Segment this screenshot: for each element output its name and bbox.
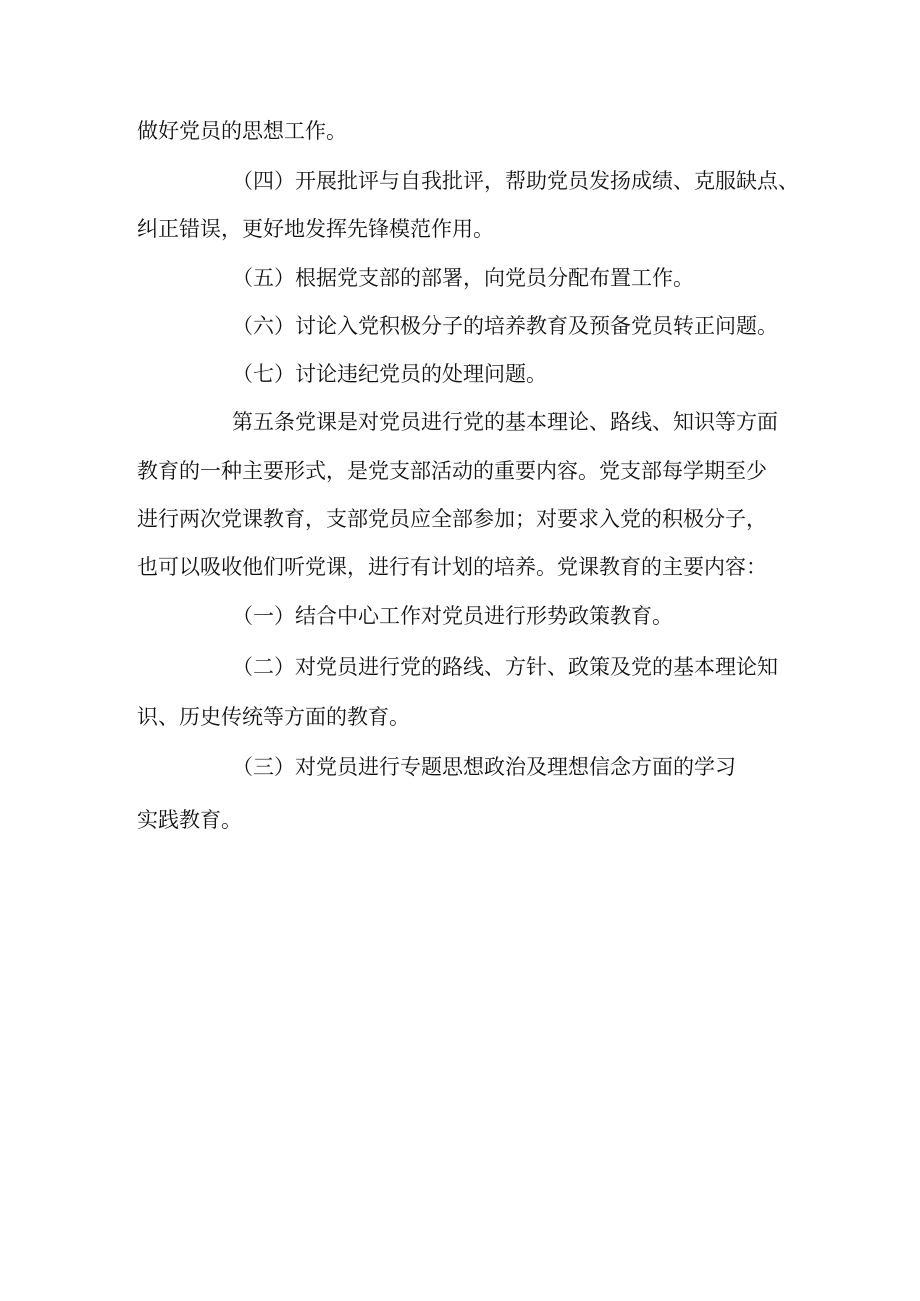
- text-line: （五）根据党支部的部署，向党员分配布置工作。: [232, 266, 694, 290]
- text-line: （四）开展批评与自我批评，帮助党员发扬成绩、克服缺点、: [232, 169, 799, 193]
- text-line: 做好党员的思想工作。: [137, 119, 347, 143]
- text-line: （二）对党员进行党的路线、方针、政策及党的基本理论知: [232, 655, 778, 679]
- text-line: 第五条党课是对党员进行党的基本理论、路线、知识等方面: [232, 410, 778, 434]
- text-line: 识、历史传统等方面的教育。: [137, 705, 410, 729]
- text-line: 进行两次党课教育，支部党员应全部参加；对要求入党的积极分子，: [137, 507, 767, 531]
- text-line: 教育的一种主要形式，是党支部活动的重要内容。党支部每学期至少: [137, 459, 767, 483]
- text-line: （三）对党员进行专题思想政治及理想信念方面的学习: [232, 755, 736, 779]
- text-line: 实践教育。: [137, 808, 242, 832]
- text-line: （一）结合中心工作对党员进行形势政策教育。: [232, 604, 673, 628]
- text-line: 也可以吸收他们听党课，进行有计划的培养。党课教育的主要内容：: [137, 555, 767, 579]
- text-line: （七）讨论违纪党员的处理问题。: [232, 362, 547, 386]
- text-line: 纠正错误，更好地发挥先锋模范作用。: [137, 217, 494, 241]
- text-line: （六）讨论入党积极分子的培养教育及预备党员转正问题。: [232, 314, 778, 338]
